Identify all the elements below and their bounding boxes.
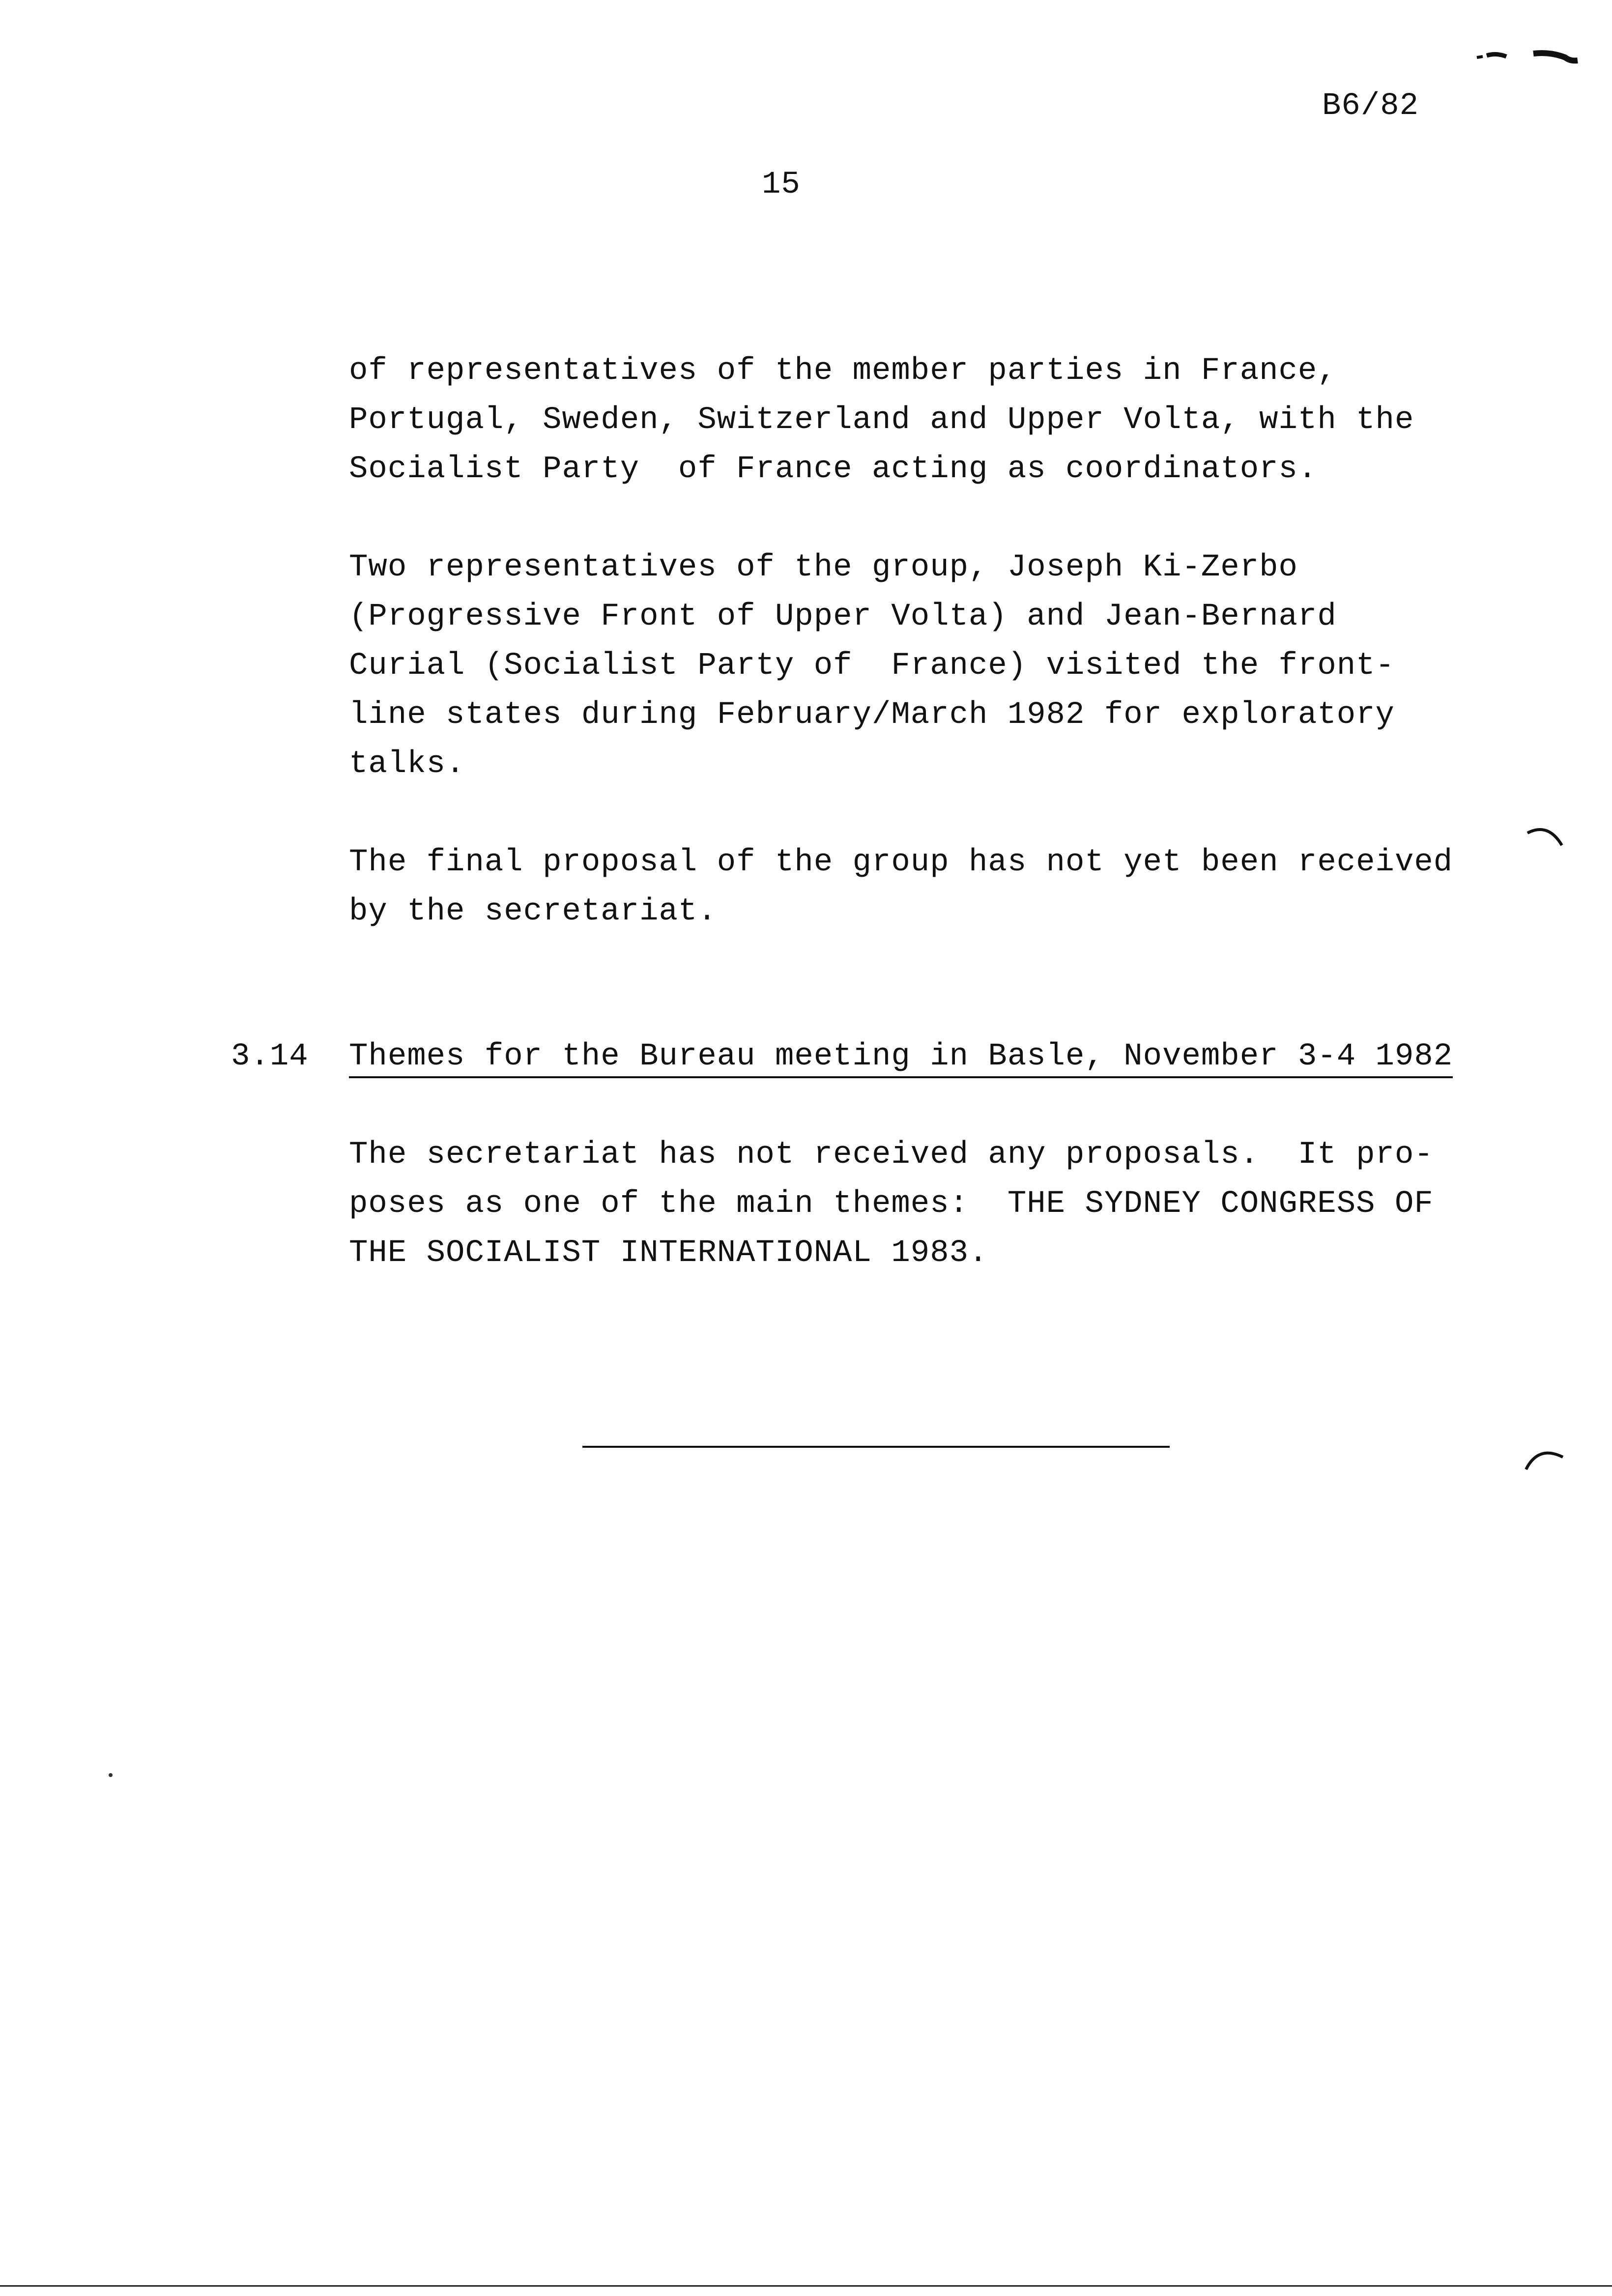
- paragraph-line: of representatives of the member parties in France,: [349, 353, 1337, 389]
- section-title: Themes for the Bureau meeting in Basle, November 3-4 1982: [349, 1032, 1453, 1078]
- paragraph-line: by the secretariat.: [349, 894, 717, 929]
- paragraph-line: Portugal, Sweden, Switzerland and Upper Volta, with the: [349, 402, 1414, 438]
- section-number: 3.14: [231, 1039, 309, 1074]
- paragraph-line: (Progressive Front of Upper Volta) and Jean-Bernard: [349, 599, 1337, 634]
- scan-mark-right-lower-icon: [1521, 1442, 1570, 1477]
- paragraph-line: Two representatives of the group, Joseph Ki-Zerbo: [349, 550, 1298, 585]
- paragraph-line: Curial (Socialist Party of France) visited the front-: [349, 648, 1395, 684]
- page-bottom-edge: [0, 2285, 1612, 2287]
- paragraph-line: line states during February/March 1982 for exploratory: [349, 697, 1395, 733]
- paragraph-line: The final proposal of the group has not yet been received: [349, 845, 1453, 880]
- section-body-line: THE SOCIALIST INTERNATIONAL 1983.: [349, 1235, 988, 1271]
- document-reference: B6/82: [1322, 88, 1419, 124]
- paragraph-line: talks.: [349, 746, 465, 782]
- scan-speck-icon: [107, 1772, 114, 1779]
- page-number: 15: [762, 167, 801, 202]
- section-body-line: The secretariat has not received any proposals. It pro-: [349, 1137, 1434, 1173]
- end-of-section-rule: [582, 1446, 1170, 1448]
- section-body-line: poses as one of the main themes: THE SYDNEY CONGRESS OF: [349, 1186, 1434, 1222]
- scan-mark-right-upper-icon: [1524, 823, 1568, 853]
- scan-mark-top-right-icon: [1472, 47, 1600, 71]
- paragraph-line: Socialist Party of France acting as coordinators.: [349, 452, 1318, 487]
